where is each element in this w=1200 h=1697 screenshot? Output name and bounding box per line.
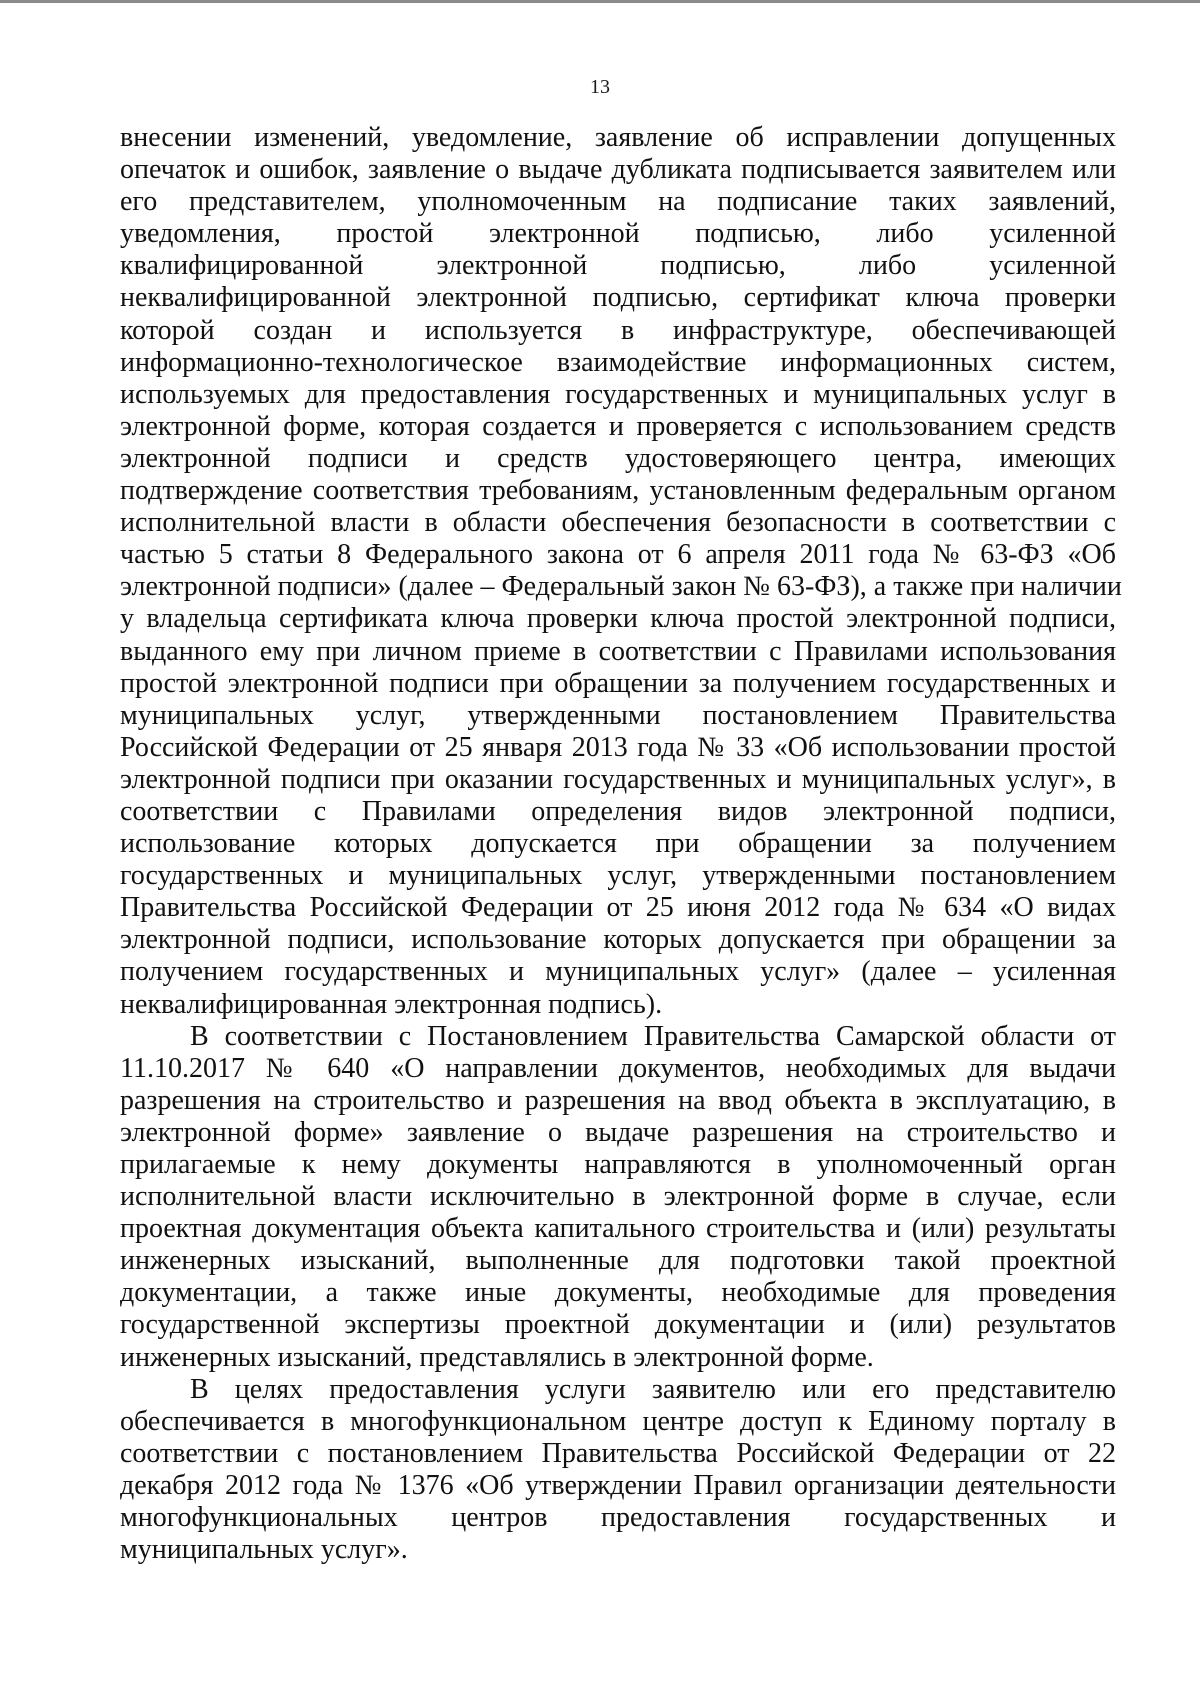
text-line: соответствии с постановлением Правительства Российской Федерации от 22 (120, 1437, 1116, 1469)
page-top-border (0, 0, 1200, 3)
text-line: 11.10.2017 № 640 «О направлении документов, необходимых для выдачи (120, 1052, 1116, 1084)
text-line: государственной экспертизы проектной документации и (или) результатов (120, 1309, 1116, 1341)
text-line: электронной подписи, использование которых допускается при обращении за (120, 924, 1116, 956)
text-line: его представителем, уполномоченным на подписание таких заявлений, (120, 186, 1116, 218)
text-line: проектная документация объекта капитального строительства и (или) результаты (120, 1213, 1116, 1245)
text-line: электронной подписи и средств удостоверяющего центра, имеющих (120, 442, 1116, 474)
text-line: подтверждение соответствия требованиям, установленным федеральным органом (120, 475, 1116, 507)
text-line: электронной подписи при оказании государственных и муниципальных услуг», в (120, 763, 1116, 795)
paragraph (120, 1374, 1116, 1567)
text-line: государственных и муниципальных услуг, утвержденными постановлением (120, 860, 1116, 892)
text-line: частью 5 статьи 8 Федерального закона от 6 апреля 2011 года № 63-ФЗ «Об (120, 539, 1116, 571)
text-line: простой электронной подписи при обращении за получением государственных и (120, 667, 1116, 699)
text-line: использование которых допускается при обращении за получением (120, 828, 1116, 860)
text-line: разрешения на строительство и разрешения на ввод объекта в эксплуатацию, в (120, 1084, 1116, 1116)
text-line: неквалифицированной электронной подписью, сертификат ключа проверки (120, 282, 1116, 314)
text-line: уведомления, простой электронной подписью, либо усиленной (120, 218, 1116, 250)
text-line: муниципальных услуг». (120, 1534, 408, 1566)
text-line: внесении изменений, уведомление, заявление об исправлении допущенных (120, 122, 1116, 153)
text-line: инженерных изысканий, выполненные для подготовки такой проектной (120, 1245, 1116, 1277)
text-line: Правительства Российской Федерации от 25 июня 2012 года № 634 «О видах (120, 892, 1116, 924)
text-line: электронной форме» заявление о выдаче разрешения на строительство и (120, 1116, 1116, 1148)
body-text (120, 122, 1122, 1566)
text-line: опечаток и ошибок, заявление о выдаче дубликата подписывается заявителем или (120, 154, 1116, 186)
text-line: декабря 2012 года № 1376 «Об утверждении Правил организации деятельности (120, 1469, 1116, 1501)
text-line: исполнительной власти исключительно в электронной форме в случае, если (120, 1181, 1116, 1213)
text-line: многофункциональных центров предоставления государственных и (120, 1502, 1116, 1534)
text-line: которой создан и используется в инфраструктуре, обеспечивающей (120, 314, 1116, 346)
text-line: выданного ему при личном приеме в соответствии с Правилами использования (120, 635, 1116, 667)
text-line: муниципальных услуг, утвержденными постановлением Правительства (120, 699, 1116, 731)
text-line: инженерных изысканий, представлялись в электронной форме. (120, 1341, 874, 1373)
paragraph (120, 122, 1122, 1021)
text-line: электронной форме, которая создается и проверяется с использованием средств (120, 410, 1116, 442)
page-number: 13 (590, 76, 610, 98)
text-line: прилагаемые к нему документы направляются в уполномоченный орган (120, 1149, 1116, 1180)
text-line: используемых для предоставления государственных и муниципальных услуг в (120, 378, 1116, 410)
text-line: у владельца сертификата ключа проверки ключа простой электронной подписи, (120, 603, 1116, 635)
text-line: Российской Федерации от 25 января 2013 года № 33 «Об использовании простой (120, 731, 1116, 763)
text-line: информационно-технологическое взаимодействие информационных систем, (120, 346, 1116, 378)
text-line: В целях предоставления услуги заявителю или его представителю (190, 1373, 1116, 1405)
text-line: получением государственных и муниципальных услуг» (далее – усиленная (120, 956, 1116, 988)
text-line: В соответствии с Постановлением Правительства Самарской области от (190, 1020, 1116, 1052)
text-line: обеспечивается в многофункциональном центре доступ к Единому порталу в (120, 1405, 1116, 1437)
text-line: квалифицированной электронной подписью, либо усиленной (120, 250, 1116, 282)
text-line: исполнительной власти в области обеспечения безопасности в соответствии с (120, 507, 1116, 539)
text-line: соответствии с Правилами определения видов электронной подписи, (120, 795, 1116, 827)
text-line: электронной подписи» (далее – Федеральный закон № 63-ФЗ), а также при наличии (120, 571, 1122, 603)
text-line: неквалифицированная электронная подпись). (120, 988, 663, 1020)
paragraph (120, 1021, 1116, 1374)
text-line: документации, а также иные документы, необходимые для проведения (120, 1277, 1116, 1309)
